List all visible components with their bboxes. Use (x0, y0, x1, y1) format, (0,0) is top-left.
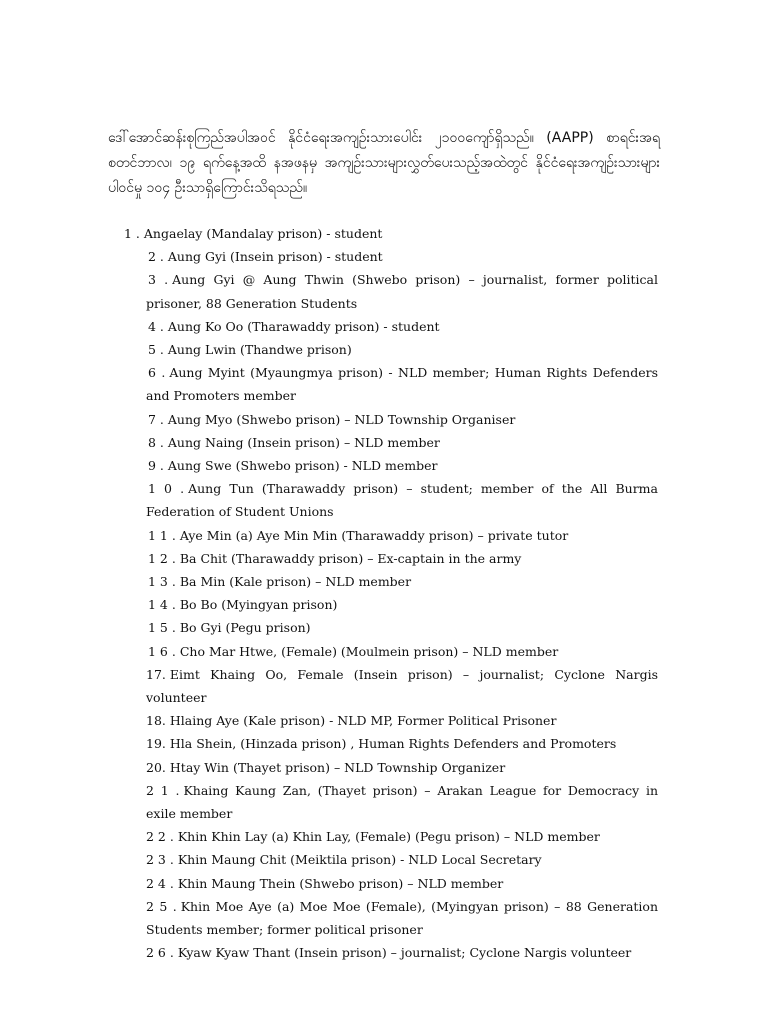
item-number: 1 . (124, 226, 140, 241)
item-text: Khin Maung Thein (Shwebo prison) – NLD member (177, 875, 504, 891)
list-item (146, 709, 658, 732)
item-text: Khin Khin Lay (a) Khin Lay, (Female) (Pegu prison) – NLD member (177, 829, 600, 845)
item-text: Aung Gyi (Insein prison) - student (167, 249, 383, 265)
item-text: Aung Naing (Insein prison) – NLD member (167, 434, 440, 450)
list-item (146, 732, 658, 755)
item-text: Bo Gyi (Pegu prison) (179, 620, 311, 636)
item-number: 1 2 . (148, 550, 176, 566)
list-item (146, 431, 658, 454)
list-item (146, 663, 658, 709)
item-text: Aye Min (a) Aye Min Min (Tharawaddy prison) – private tutor (179, 527, 569, 543)
item-number: 1 1 . (148, 527, 176, 543)
list-item (146, 616, 658, 639)
list-item (146, 872, 658, 895)
list-item (146, 338, 658, 361)
list-item (146, 268, 658, 314)
item-number: 17. (146, 666, 166, 682)
item-number: 2 2 . (146, 829, 174, 845)
list-item (146, 593, 658, 616)
item-text: Khin Maung Chit (Meiktila prison) - NLD Local Secretary (177, 852, 542, 868)
item-number: 2 1 . (146, 782, 180, 798)
list-item (146, 941, 658, 964)
item-number: 6 . (148, 365, 166, 381)
intro-text: ဒေါ်အောင်ဆန်းစုကြည်အပါအဝင် နိုင်ငံရေးအကျဉ်းသားပေါင်း ၂၁၀၀ကျော်ရှိသည်။ (AAPP) စာရင်းအရ စတင်ဘာလ၊ ၁၉ ရက်နေ့အထိ နအဖနမှ အကျဉ်းသားများလွှတ်ပေးသည့်အထဲတွင် နိုင်ငံရေးအကျဉ်းသားများပါဝင်မှု ၁၀၄ ဦးသာရှိကြောင်းသိရသည်။ (108, 130, 660, 196)
list-item (124, 222, 658, 245)
item-number: 1 3 . (148, 574, 176, 590)
item-number: 4 . (148, 318, 164, 334)
list-item (146, 570, 658, 593)
list-item (146, 408, 658, 431)
item-number: 2 4 . (146, 875, 174, 891)
item-number: 9 . (148, 458, 164, 474)
list-item (146, 547, 658, 570)
list-item (146, 524, 658, 547)
item-text: Aung Tun (Tharawaddy prison) – student; member of the All Burma Federation of Student Unions (146, 481, 658, 520)
item-number: 1 5 . (148, 620, 176, 636)
item-text: Aung Myo (Shwebo prison) – NLD Township Organiser (167, 411, 516, 427)
item-number: 1 6 . (148, 643, 176, 659)
item-text: Cho Mar Htwe, (Female) (Moulmein prison) – NLD member (179, 643, 559, 659)
intro-paragraph (108, 126, 660, 201)
item-number: 1 0 . (148, 481, 185, 497)
item-text: Kyaw Kyaw Thant (Insein prison) – journalist; Cyclone Nargis volunteer (177, 945, 632, 961)
item-text: Aung Gyi @ Aung Thwin (Shwebo prison) – journalist, former political prisoner, 88 Generation Students (146, 272, 658, 311)
list-item (146, 756, 658, 779)
item-number: 3 . (148, 272, 169, 288)
item-number: 7 . (148, 411, 164, 427)
list-item (146, 477, 658, 523)
list-item (146, 315, 658, 338)
item-number: 1 4 . (148, 597, 176, 613)
item-number: 2 5 . (146, 898, 177, 914)
list-item (146, 640, 658, 663)
item-number: 2 3 . (146, 852, 174, 868)
list-item (146, 361, 658, 407)
item-number: 18. (146, 713, 166, 729)
item-text: Khin Moe Aye (a) Moe Moe (Female), (Myingyan prison) – 88 Generation Students member; former political prisoner (146, 898, 658, 938)
item-number: 5 . (148, 342, 164, 358)
item-number: 8 . (148, 434, 164, 450)
item-text: Aung Myint (Myaungmya prison) - NLD member; Human Rights Defenders and Promoters member (146, 365, 658, 404)
item-text: Khaing Kaung Zan, (Thayet prison) – Arakan League for Democracy in exile member (146, 782, 659, 822)
list-item (146, 848, 658, 871)
item-number: 20. (146, 759, 166, 775)
list-item (146, 895, 658, 941)
prisoner-list (124, 222, 659, 965)
item-text: Ba Min (Kale prison) – NLD member (179, 574, 412, 590)
item-text: Hlaing Aye (Kale prison) - NLD MP, Former Political Prisoner (169, 713, 557, 729)
item-text: Eimt Khaing Oo, Female (Insein prison) – journalist; Cyclone Nargis volunteer (146, 666, 658, 706)
item-text: Hla Shein, (Hinzada prison) , Human Rights Defenders and Promoters (169, 736, 617, 752)
item-text: Aung Ko Oo (Tharawaddy prison) - student (167, 318, 440, 334)
item-text: Aung Swe (Shwebo prison) - NLD member (167, 458, 438, 474)
list-item (146, 825, 658, 848)
item-number: 2 6 . (146, 945, 174, 961)
item-text: Aung Lwin (Thandwe prison) (167, 342, 352, 358)
item-number: 2 . (148, 249, 164, 265)
item-number: 19. (146, 736, 166, 752)
item-text: Angaelay (Mandalay prison) - student (143, 226, 383, 241)
item-text: Bo Bo (Myingyan prison) (179, 597, 338, 613)
list-item (146, 245, 658, 268)
item-text: Ba Chit (Tharawaddy prison) – Ex-captain in the army (179, 550, 522, 566)
list-item (146, 454, 658, 477)
list-item (146, 779, 658, 825)
item-text: Htay Win (Thayet prison) – NLD Township Organizer (169, 759, 506, 775)
